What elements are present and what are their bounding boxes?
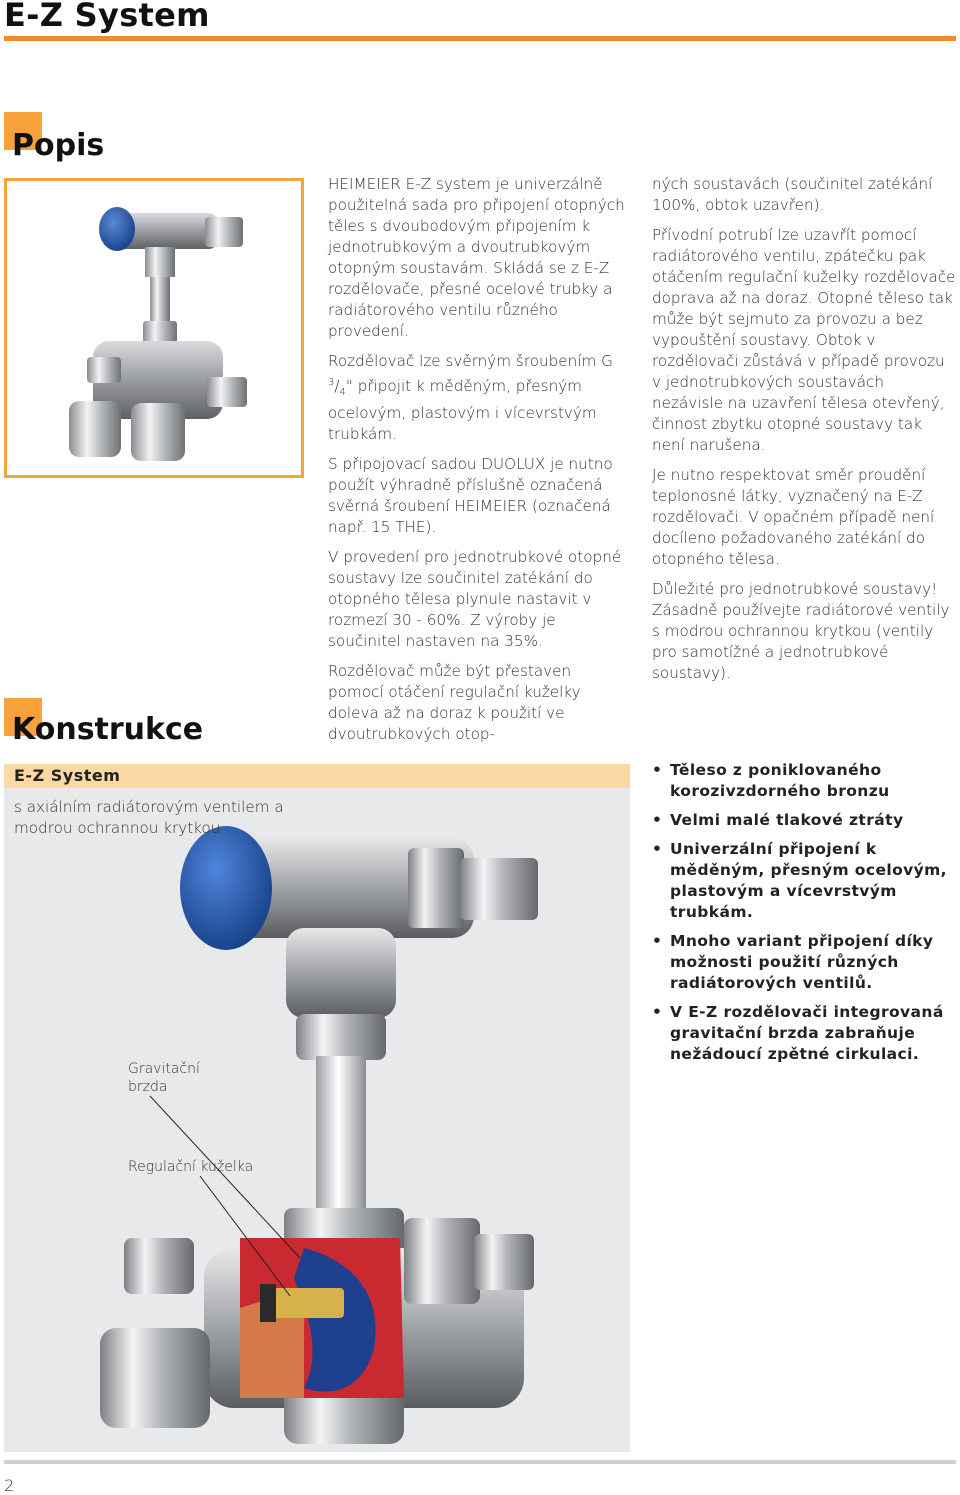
popis-paragraph-3: S připojovací sadou DUOLUX je nutno použít výhradně příslušně označená svěrná šroubení HEIMEIER (označená např. 15 THE). [328,455,613,537]
bullet-glyph: • [652,761,663,779]
list-item [650,760,958,802]
popis-paragraph-2-end: " připojit k měděným, přesným ocelovým, plastovým i vícevrstvým trubkám. [328,377,597,444]
list-item [650,1002,958,1065]
fraction-slash: / [334,377,340,396]
popis-paragraph-1: HEIMEIER E-Z system je univerzálně použitelná sada pro připojení otopných těles s dvoubodovým připojením k jednotrubkovým a dvoutrubkovým otopným soustavám. Skládá se z E-Z rozdělovače, přesné ocelové trubky a radiátorového ventilu různého provedení. [328,175,625,340]
feature-text: Velmi malé tlakové ztráty [670,811,904,829]
feature-text: Těleso z poniklovaného korozivzdorného bronzu [670,761,890,800]
list-item [650,810,958,831]
page-title: E-Z System [4,0,210,34]
feature-text: Mnoho variant připojení díky možnosti použití různých radiátorových ventilů. [670,932,934,992]
popis-paragraph-7: Přívodní potrubí lze uzavřít pomocí radiátorového ventilu, zpátečku pak otáčením regulační kuželky rozdělovače doprava až na doraz. Otopné těleso tak může být sejmuto za provozu a bez vypouštění soustavy. Obtok v rozdělovači zůstává v případě provozu v jednotrubkových soustavách nezávisle na uzavření tělesa otevřený, činnost zbytku otopné soustavy tak není narušena. [652,226,956,454]
product-bar-title: E-Z System [4,764,630,788]
bullet-glyph: • [652,811,663,829]
bullet-glyph: • [652,1003,663,1021]
product-subtitle: s axiálním radiátorovým ventilem a modrou ochrannou krytkou [14,798,284,837]
popis-paragraph-5: Rozdělovač může být přestaven pomocí otáčení regulační kuželky doleva až na doraz k použití ve dvoutrubkových otop- [328,662,581,744]
fraction-numerator: 3 [328,377,335,388]
fraction-denominator: 4 [339,387,346,399]
list-item [650,931,958,994]
callout-gravity-brake: Gravitační brzda [128,1061,200,1095]
feature-text: V E-Z rozdělovači integrovaná gravitační brzda zabraňuje nežádoucí zpětné cirkulaci. [670,1003,944,1063]
section-heading-popis: Popis [12,128,105,163]
bullet-glyph: • [652,840,663,858]
footer-rule [4,1460,956,1464]
popis-paragraph-2-start: Rozdělovač lze svěrným šroubením G [328,352,613,370]
callout-regulating-cone: Regulační kuželka [128,1159,254,1175]
feature-text: Univerzální připojení k měděným, přesným ocelovým, plastovým a vícevrstvým trubkám. [670,840,947,921]
popis-paragraph-8: Je nutno respektovat směr proudění teplonosné látky, vyznačený na E-Z rozdělovači. V opačném případě není docíleno požadovaného zatékání do otopného tělesa. [652,466,935,568]
page-number: 2 [4,1476,15,1495]
popis-paragraph-6: ných soustavách (součinitel zatékání 100%, obtok uzavřen). [652,175,933,214]
section-heading-konstrukce: Konstrukce [12,712,204,747]
popis-paragraph-9: Důležité pro jednotrubkové soustavy! Zásadně používejte radiátorové ventily s modrou ochrannou krytkou (ventily pro samotížné a jednotrubkové soustavy). [652,580,950,682]
feature-list [650,760,958,1073]
popis-paragraph-4: V provedení pro jednotrubkové otopné soustavy lze součinitel zatékání do otopného tělesa plynule nastavit v rozmezí 30 - 60%. Z výroby je součinitel nastaven na 35%. [328,548,622,651]
bullet-glyph: • [652,932,663,950]
list-item [650,839,958,923]
